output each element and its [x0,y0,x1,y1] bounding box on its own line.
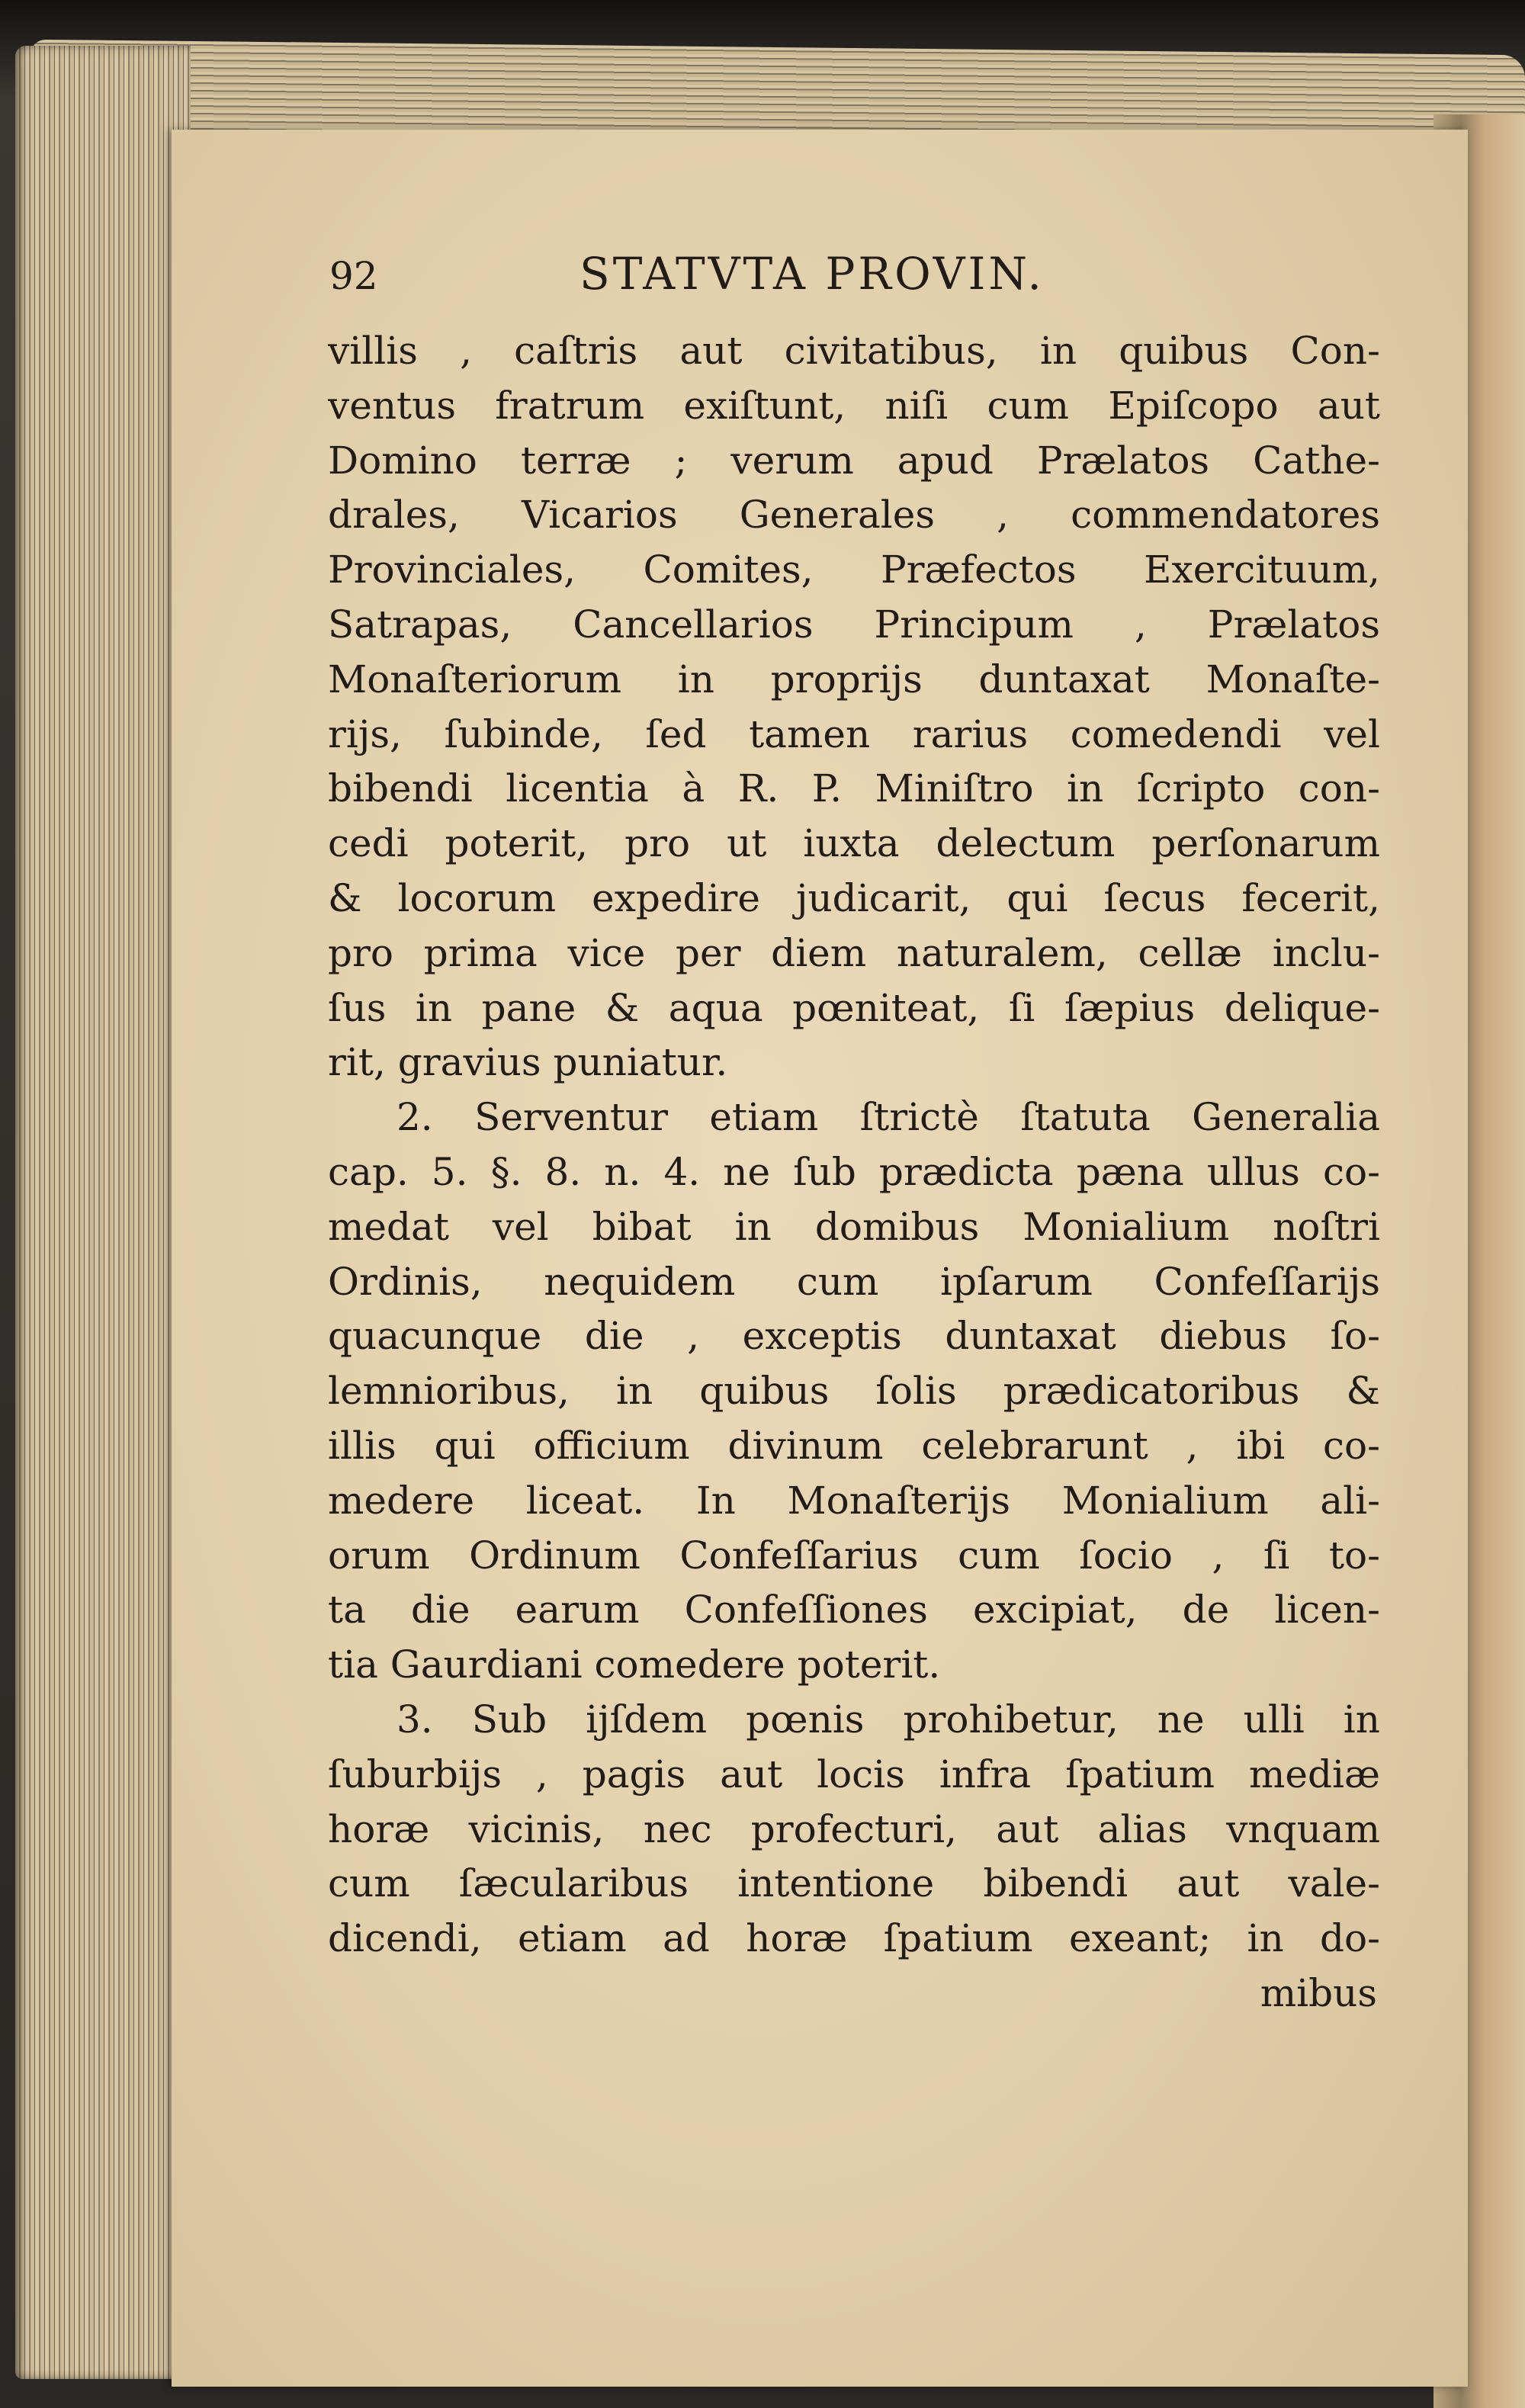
book-side-edges [15,46,191,2379]
text-line: & locorum expedire judicarit, qui ſecus fecerit, [328,875,1380,920]
text-line: drales, Vicarios Generales , commendatores [328,493,1380,538]
text-line: dicendi, etiam ad horæ ſpatium exeant; in do- [328,1916,1380,1961]
text-line: orum Ordinum Confeſſarius cum ſocio , ſi to- [328,1533,1380,1578]
text-line: ventus fratrum exiſtunt, niſi cum Epiſcopo aut [328,383,1380,428]
text-line: cap. 5. §. 8. n. 4. ne ſub prædicta pæna ullus co- [328,1149,1380,1194]
text-line: ta die earum Confeſſiones excipiat, de licen- [328,1588,1380,1633]
text-line: Provinciales, Comites, Præfectos Exercituum, [328,547,1380,592]
text-line: rit, gravius puniatur. [328,1040,728,1085]
text-line: Ordinis, nequidem cum ipſarum Confeſſarijs [328,1259,1380,1304]
text-line: horæ vicinis, nec profecturi, aut alias vnquam [328,1806,1380,1851]
text-line: tia Gaurdiani comedere poterit. [328,1642,941,1687]
text-line: quacunque die , exceptis duntaxat diebus ſo- [328,1314,1380,1359]
text-block [328,248,1380,2021]
text-line: 2. Serventur etiam ſtrictè ſtatuta Generalia [396,1095,1380,1140]
page-header [328,248,1380,324]
text-line: Satrapas, Cancellarios Principum , Prælatos [328,602,1380,647]
page-number: 92 [329,254,378,298]
text-line: medere liceat. In Monaſterijs Monialium ali- [328,1478,1380,1523]
text-line: cedi poterit, pro ut iuxta delectum perſonarum [328,821,1380,866]
text-line: rijs, ſubinde, ſed tamen rarius comedendi vel [328,711,1380,756]
text-line: ſus in pane & aqua pœniteat, ſi ſæpius delique- [328,985,1380,1030]
text-line: cum ſæcularibus intentione bibendi aut vale- [328,1861,1380,1906]
text-line: illis qui officium divinum celebrarunt , ibi co- [328,1423,1380,1468]
catchword: mibus [1260,1970,1377,2015]
text-line: bibendi licentia à R. P. Miniſtro in ſcripto con- [328,766,1380,811]
text-line: 3. Sub ijſdem pœnis prohibetur, ne ulli in [396,1697,1380,1742]
running-title: STATVTA PROVIN. [580,248,1045,300]
text-line: Monaſteriorum in proprijs duntaxat Monaſte- [328,657,1380,702]
text-line: Domino terræ ; verum apud Prælatos Cathe- [328,438,1380,483]
text-line: lemnioribus, in quibus ſolis prædicatoribus & [328,1369,1380,1414]
text-line: medat vel bibat in domibus Monialium noſtri [328,1204,1380,1249]
text-line: pro prima vice per diem naturalem, cellæ inclu- [328,930,1380,975]
text-line: villis , caſtris aut civitatibus, in quibus Con- [328,329,1380,373]
text-line: ſuburbijs , pagis aut locis infra ſpatium mediæ [328,1751,1380,1796]
